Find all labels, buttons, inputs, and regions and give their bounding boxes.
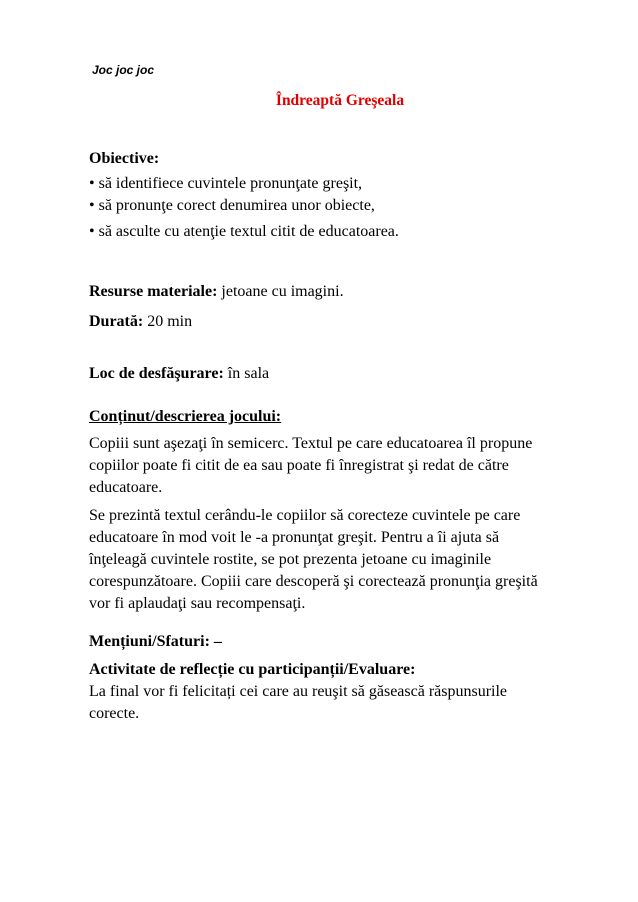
- duration-label: Durată:: [89, 313, 144, 330]
- objectives-section: [89, 148, 559, 243]
- objectives-heading: Obiective:: [89, 150, 160, 167]
- tips-label: Mențiuni/Sfaturi: –: [89, 633, 222, 650]
- header-note: Joc joc joc: [92, 63, 155, 77]
- objective-item: • să asculte cu atenţie textul citit de educatoarea.: [89, 223, 399, 240]
- tips-line: [89, 631, 559, 653]
- location-line: [89, 363, 559, 385]
- document-title: Îndreaptă Greşeala: [275, 92, 405, 109]
- duration-line: [89, 311, 559, 333]
- resources-label: Resurse materiale:: [89, 283, 218, 300]
- evaluation-heading: Activitate de reflecție cu participanții/Evaluare:: [89, 661, 416, 678]
- content-heading: Conținut/descrierea jocului:: [89, 408, 282, 425]
- objectives-list: [89, 173, 559, 243]
- resources-line: [89, 281, 559, 303]
- objective-item: • să pronunţe corect denumirea unor obiecte,: [89, 197, 375, 214]
- evaluation-section: [89, 659, 559, 725]
- content-paragraph-2: Se prezintă textul cerându-le copiilor să corecteze cuvintele pe care educatoare în mod voit le -a pronunţat greşit. Pentru a îi ajuta să înţeleagă cuvintele rostite, se pot prezenta jetoane cu imaginile corespunzătoare. Copiii care descoperă şi corectează pronunţia greşită vor fi aplaudaţi sau recompensaţi.: [89, 507, 538, 612]
- duration-value: 20 min: [143, 313, 193, 330]
- evaluation-text: La final vor fi felicitați cei care au reuşit să găsească răspunsurile corecte.: [89, 683, 508, 722]
- content-paragraph-1: Copiii sunt aşezaţi în semicerc. Textul pe care educatoarea îl propune copiilor poate fi citit de ea sau poate fi înregistrat şi redat de către educatoare.: [89, 435, 533, 496]
- location-label: Loc de desfăşurare:: [89, 365, 224, 382]
- content-section: [89, 406, 559, 615]
- resources-value: jetoane cu imagini.: [217, 283, 344, 300]
- location-value: în sala: [223, 365, 270, 382]
- objective-item: • să identifiece cuvintele pronunţate greşit,: [89, 175, 363, 192]
